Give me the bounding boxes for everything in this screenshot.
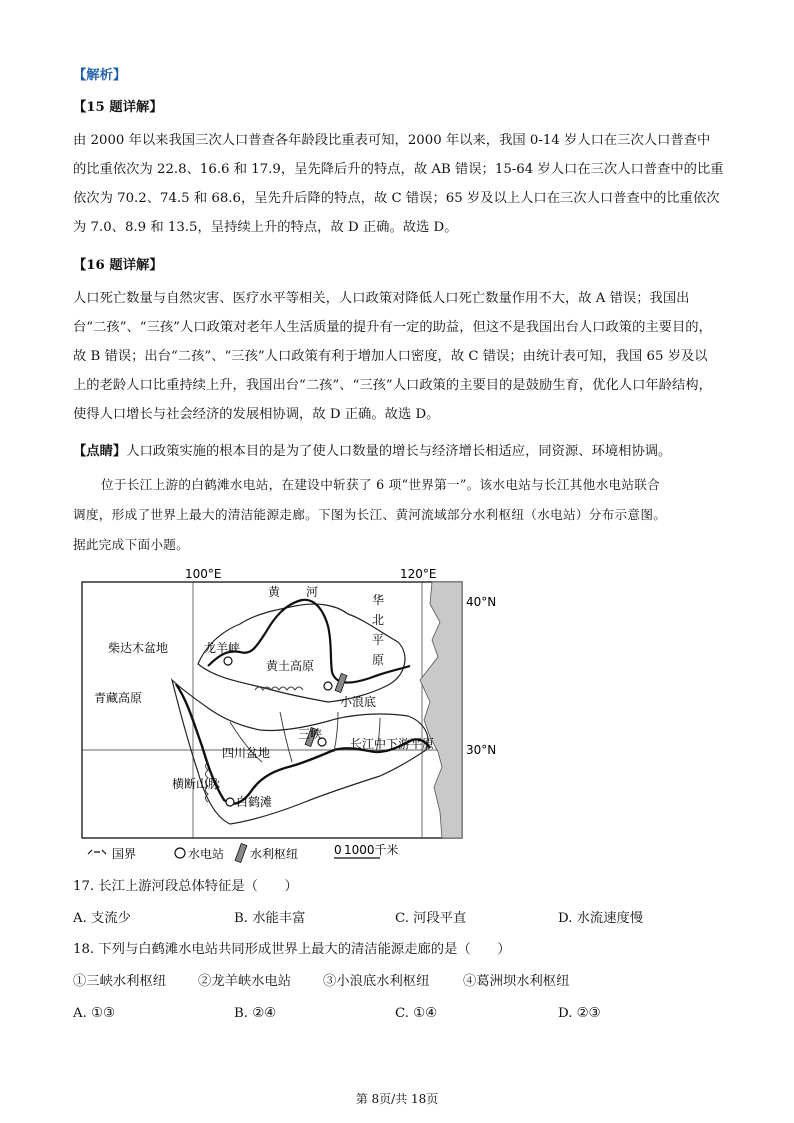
baihetan-station-icon (226, 798, 234, 806)
station-legend-icon (175, 848, 185, 858)
q18-item: ④葛洲坝水利枢纽 (463, 974, 570, 989)
q16-body (73, 284, 725, 429)
legend-border-label: 国界 (112, 847, 137, 861)
legend-station-label: 水电站 (188, 847, 225, 861)
q15-line: 的比重依次为 22.8、16.6 和 17.9，呈先降后升的特点，故 AB 错误；15-64 岁人口在三次人口普查中的比重 (73, 162, 724, 177)
label-huabei: 北 (372, 613, 385, 627)
q16-line: 使得人口增长与社会经济的发展相协调，故 D 正确。故选 D。 (73, 407, 440, 422)
intro (73, 470, 725, 560)
q18-option-d[interactable]: D. ②③ (558, 1006, 601, 1021)
lat-label: 40°N (466, 595, 497, 609)
lon-label: 100°E (185, 567, 222, 581)
lat-label: 30°N (466, 743, 497, 757)
label-huabei: 平 (372, 633, 385, 647)
xiaolangdi-station-icon (324, 682, 332, 690)
q16-line: 人口死亡数量与自然灾害、医疗水平等相关，人口政策对降低人口死亡数量作用不大，故 A 错误；我国出 (73, 291, 690, 306)
q16-heading: 【16 题详解】 (73, 258, 163, 273)
label-huabei: 原 (372, 653, 385, 667)
q16-line: 台“二孩”、“三孩”人口政策对老年人生活质量的提升有一定的助益，但这不是我国出台人口政策的主要目的， (73, 320, 712, 335)
legend-hub-label: 水利枢纽 (250, 847, 299, 861)
hub-legend-icon (235, 844, 247, 863)
label-sanxia: 三峡 (298, 727, 323, 741)
tip-label: 【点睛】 (73, 444, 127, 459)
q15-line: 为 7.0、8.9 和 13.5，呈持续上升的特点，故 D 正确。故选 D。 (73, 220, 458, 235)
scale-value: 1000千米 (344, 843, 399, 857)
intro-line: 调度，形成了世界上最大的清洁能源走廊。下图为长江、黄河流域部分水利枢纽（水电站）分布示意图。 (73, 507, 667, 522)
intro-line: 据此完成下面小题。 (73, 537, 190, 552)
label-longyangxia: 龙羊峡 (204, 641, 241, 655)
q16-line: 上的老龄人口比重持续上升，我国出台“二孩”、“三孩”人口政策的主要目的是鼓励生育，优化人口年龄结构， (73, 378, 712, 393)
river-basin-map (80, 562, 497, 867)
label-sichuan: 四川盆地 (222, 746, 271, 760)
intro-line: 位于长江上游的白鹤滩水电站，在建设中斩获了 6 项“世界第一”。该水电站与长江其他水电站联合 (101, 477, 661, 492)
q17-option-c[interactable]: C. 河段平直 (395, 911, 467, 926)
q15-heading: 【15 题详解】 (73, 100, 163, 115)
q18-option-c[interactable]: C. ①④ (395, 1006, 437, 1021)
q15-body (73, 126, 725, 242)
q18-option-b[interactable]: B. ②④ (234, 1006, 277, 1021)
q18-option-a[interactable]: A. ①③ (73, 1006, 115, 1021)
q18-stem: 18. 下列与白鹤滩水电站共同形成世界上最大的清洁能源走廊的是（ ） (73, 942, 511, 957)
q15-line: 由 2000 年以来我国三次人口普查各年龄段比重表可知，2000 年以来，我国 0-14 岁人口在三次人口普查中 (73, 133, 711, 148)
label-huabei: 华 (372, 593, 385, 607)
q18-item: ①三峡水利枢纽 (73, 974, 167, 989)
label-xiaolangdi: 小浪底 (340, 695, 377, 709)
tip-text: 人口政策实施的根本目的是为了使人口数量的增长与经济增长相适应，同资源、环境相协调。 (126, 444, 672, 459)
q16-line: 故 B 错误；出台“二孩”、“三孩”人口政策有利于增加人口密度，故 C 错误；由统计表可知，我国 65 岁及以 (73, 349, 708, 364)
q18-item: ②龙羊峡水电站 (198, 974, 292, 989)
q17-option-d[interactable]: D. 水流速度慢 (558, 911, 644, 926)
page-footer: 第 8页/共 18页 (355, 1092, 439, 1106)
label-hengduan: 横断山脉 (172, 777, 221, 791)
longyangxia-station-icon (224, 657, 232, 665)
tip (73, 442, 725, 462)
q18-item: ③小浪底水利枢纽 (323, 974, 430, 989)
q17-option-a[interactable]: A. 支流少 (73, 911, 131, 926)
label-qingzang: 青藏高原 (94, 691, 143, 705)
scale-zero: 0 (334, 843, 342, 857)
label-baihetan: 白鹤滩 (236, 795, 273, 809)
label-huanghe: 黄 (268, 585, 281, 599)
label-changjiang-plain: 长江中下游平原 (350, 737, 435, 751)
label-huangtu: 黄土高原 (266, 659, 315, 673)
label-chaidamu: 柴达木盆地 (108, 641, 169, 655)
q15-line: 依次为 70.2、74.5 和 68.6，呈先升后降的特点，故 C 错误；65 岁及以上人口在三次人口普查中的比重依次 (73, 191, 720, 206)
label-huanghe: 河 (306, 585, 319, 599)
q17-stem: 17. 长江上游河段总体特征是（ ） (73, 879, 298, 894)
border-legend-icon (88, 850, 106, 854)
q17-option-b[interactable]: B. 水能丰富 (234, 911, 306, 926)
lon-label: 120°E (400, 567, 437, 581)
analysis-label: 【解析】 (73, 68, 127, 83)
